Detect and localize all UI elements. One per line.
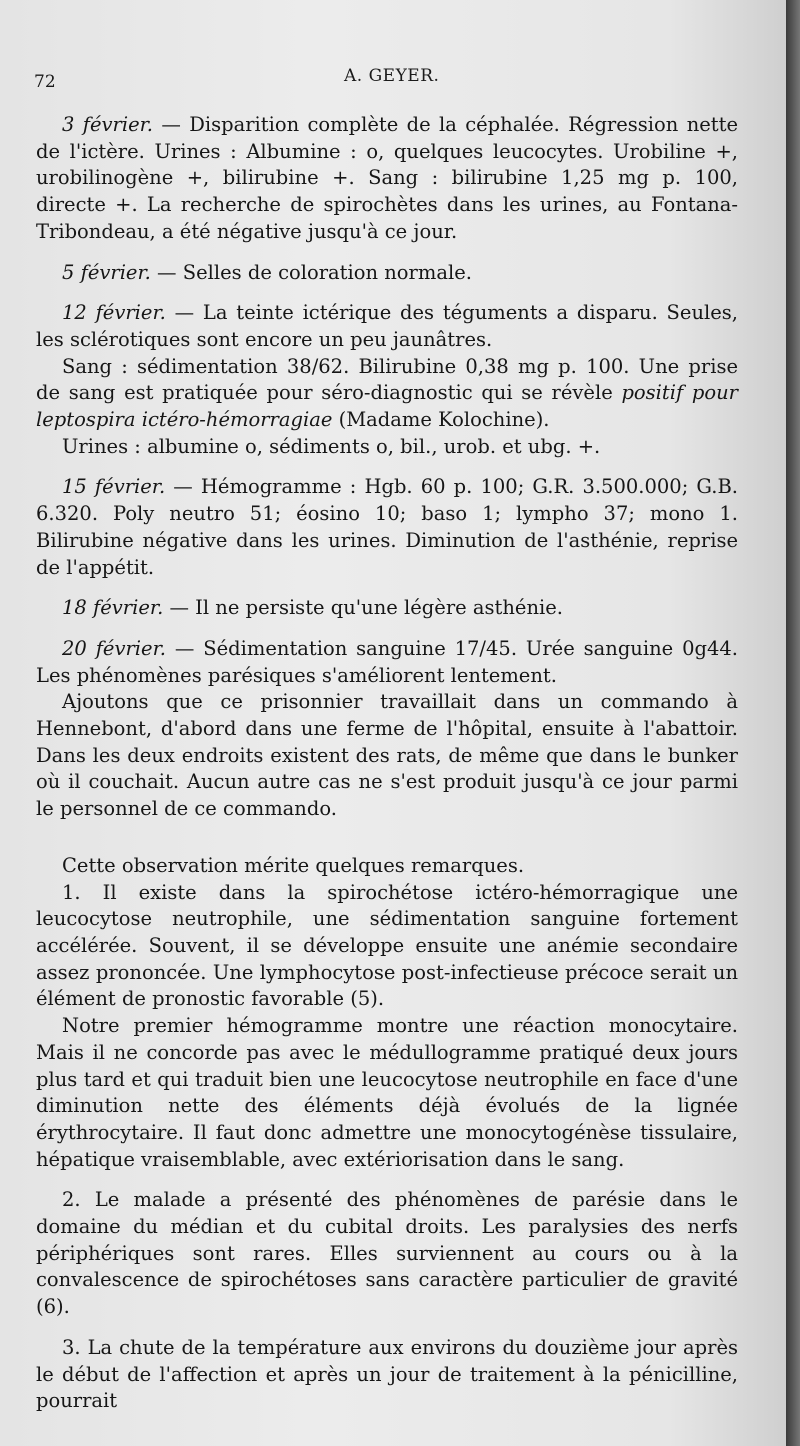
entry-text: — Hémogramme : Hgb. 60 p. 100; G.R. 3.500.000; G.B. 6.320. Poly neutro 51; éosino 10; baso 1; lympho 37; mono 1. Bilirubine négative dans les urines. Diminution de l'asthénie, reprise de l'appétit. (36, 475, 738, 579)
paragraph-remarks-intro: Cette observation mérite quelques remarques. (62, 853, 525, 877)
paragraph-commando: Ajoutons que ce prisonnier travaillait dans un commando à Hennebont, d'abord dans une ferme de l'hôpital, ensuite à l'abattoir. Dans les deux endroits existent des rats, de même que dans le bunker où il couchait. Aucun autre cas ne s'est produit jusqu'à ce jour parmi le personnel de ce commando. (36, 690, 738, 821)
entry-date: 20 février. (62, 636, 166, 660)
entry-text: — Selles de coloration normale. (150, 260, 472, 284)
book-spine-shadow (786, 0, 800, 1446)
entry-date: 12 février. (62, 301, 166, 325)
paragraph-hemogram: Notre premier hémogramme montre une réaction monocytaire. Mais il ne concorde pas avec le médullogramme pratiqué deux jours plus tard et qui traduit bien une leucocytose neutrophile en face d'une diminution nette des éléments déjà évolués de la lignée érythrocytaire. Il faut donc admettre une monocytogénèse tissulaire, hépatique vraisemblable, avec extériorisation dans le sang. (36, 1014, 738, 1171)
entry-text: (Madame Kolochine). (332, 408, 550, 432)
entry-text: — Il ne persiste qu'une légère asthénie. (163, 596, 563, 620)
paragraph-urine: Urines : albumine o, sédiments o, bil., urob. et ubg. +. (62, 434, 601, 458)
page-number: 72 (34, 72, 56, 92)
paragraph-feb-3 (36, 112, 738, 246)
entry-date: 18 février. (62, 596, 164, 620)
entry-text: — Disparition complète de la céphalée. Régression nette de l'ictère. Urines : Albumine : o, quelques leucocytes. Urobiline +, urobilinogène +, bilirubine +. Sang : bilirubine 1,25 mg p. 100, directe +. La recherche de spirochètes dans les urines, au Fontana-Tribondeau, a été négative jusqu'à ce jour. (36, 113, 738, 243)
entry-date: 3 février. (62, 113, 154, 136)
paragraph-remark-3: 3. La chute de la température aux environs du douzième jour après le début de l'affection et après un jour de traitement à la pénicilline, pourrait (36, 1335, 738, 1413)
paragraph-blood-test (36, 354, 738, 434)
entry-date: 5 février. (62, 260, 151, 284)
running-head: A. GEYER. (344, 66, 440, 86)
entry-date: 15 février. (62, 475, 166, 499)
paragraph-feb-18 (36, 595, 738, 622)
page-header (34, 66, 734, 96)
paragraph-feb-20 (36, 636, 738, 689)
paragraph-feb-15 (36, 474, 738, 581)
paragraph-remark-1: 1. Il existe dans la spirochétose ictéro-hémorragique une leucocytose neutrophile, une sédimentation sanguine fortement accélérée. Souvent, il se développe ensuite une anémie secondaire assez prononcée. Une lymphocytose post-infectieuse précoce serait un élément de pronostic favorable (5). (36, 880, 738, 1011)
italic-phrase: positif pour leptospira ictéro-hémorragiae (36, 381, 738, 432)
entry-text: — Sédimentation sanguine 17/45. Urée sanguine 0g44. Les phénomènes parésiques s'améliorent lentement. (36, 636, 738, 687)
entry-text: Sang : sédimentation 38/62. Bilirubine 0,38 mg p. 100. Une prise de sang est pratiquée pour séro-diagnostic qui se révèle (36, 354, 738, 405)
paragraph-feb-5 (36, 260, 738, 287)
entry-text: — La teinte ictérique des téguments a disparu. Seules, les sclérotiques sont encore un peu jaunâtres. (36, 301, 738, 351)
paragraph-feb-12 (36, 300, 738, 353)
body-text (36, 112, 738, 1415)
paragraph-remark-2: 2. Le malade a présenté des phénomènes de parésie dans le domaine du médian et du cubital droits. Les paralysies des nerfs périphériques sont rares. Elles surviennent au cours ou à la convalescence de spirochétoses sans caractère particulier de gravité (6). (36, 1188, 738, 1319)
